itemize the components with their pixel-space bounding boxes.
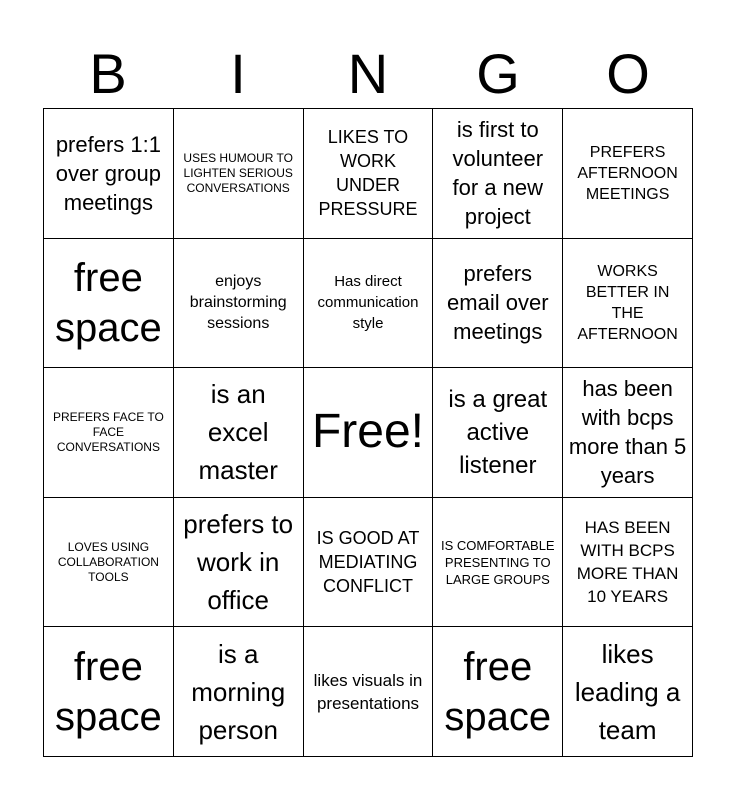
bingo-cell[interactable] — [304, 239, 434, 369]
bingo-cell[interactable] — [563, 498, 693, 628]
cell-text: LOVES USING COLLABORATION TOOLS — [57, 539, 159, 584]
cell-text: Has direct communication style — [317, 273, 419, 333]
bingo-cell[interactable] — [304, 368, 434, 498]
cell-text: PREFERS FACE TO FACE CONVERSATIONS — [52, 409, 164, 454]
bingo-cell[interactable] — [563, 368, 693, 498]
cell-text: is an excel master — [198, 379, 278, 486]
cell-text: HAS BEEN WITH BCPS MORE THAN 10 YEARS — [576, 518, 679, 607]
cell-text: WORKS BETTER IN THE AFTERNOON — [577, 262, 678, 343]
cell-text: free space — [55, 255, 162, 350]
bingo-cell[interactable] — [433, 239, 563, 369]
cell-text: likes visuals in presentations — [313, 670, 423, 713]
bingo-cell[interactable] — [433, 627, 563, 757]
bingo-title — [43, 40, 693, 108]
cell-text: IS COMFORTABLE PRESENTING TO LARGE GROUPS — [440, 537, 555, 587]
bingo-cell[interactable] — [44, 627, 174, 757]
bingo-cell[interactable] — [44, 109, 174, 239]
cell-text: USES HUMOUR TO LIGHTEN SERIOUS CONVERSATIONS — [183, 150, 293, 195]
cell-text: likes leading a team — [574, 638, 681, 745]
cell-text: free space — [444, 644, 552, 739]
bingo-cell[interactable] — [44, 498, 174, 628]
bingo-cell[interactable] — [44, 239, 174, 369]
cell-text: LIKES TO WORK UNDER PRESSURE — [318, 127, 418, 220]
bingo-cell[interactable] — [174, 109, 304, 239]
bingo-cell[interactable] — [433, 498, 563, 628]
free-center-text: Free! — [311, 405, 424, 459]
title-letter-g: G — [476, 42, 520, 105]
bingo-cell[interactable] — [174, 368, 304, 498]
cell-text: prefers email over meetings — [447, 261, 549, 345]
cell-text: has been with bcps more than 5 years — [568, 376, 687, 489]
bingo-cell[interactable] — [44, 368, 174, 498]
bingo-cell[interactable] — [563, 109, 693, 239]
bingo-cell[interactable] — [174, 239, 304, 369]
cell-text: is first to volunteer for a new project — [452, 117, 544, 230]
bingo-cell[interactable] — [174, 627, 304, 757]
cell-text: PREFERS AFTERNOON MEETINGS — [577, 143, 678, 203]
cell-text: enjoys brainstorming sessions — [189, 273, 287, 333]
title-letter-i: I — [230, 42, 246, 105]
bingo-grid — [43, 108, 693, 757]
cell-text: is a great active listener — [448, 385, 548, 479]
bingo-cell[interactable] — [304, 498, 434, 628]
cell-text: prefers to work in office — [183, 509, 294, 616]
bingo-cell[interactable] — [563, 239, 693, 369]
title-letter-o: O — [606, 42, 650, 105]
bingo-cell[interactable] — [304, 109, 434, 239]
bingo-cell[interactable] — [174, 498, 304, 628]
cell-text: prefers 1:1 over group meetings — [55, 131, 161, 215]
bingo-cell[interactable] — [304, 627, 434, 757]
cell-text: free space — [55, 644, 162, 739]
title-letter-b: B — [89, 42, 127, 105]
cell-text: is a morning person — [191, 638, 286, 745]
bingo-cell[interactable] — [563, 627, 693, 757]
title-letter-n: N — [347, 42, 389, 105]
cell-text: IS GOOD AT MEDIATING CONFLICT — [316, 528, 420, 597]
bingo-cell[interactable] — [433, 368, 563, 498]
bingo-cell[interactable] — [433, 109, 563, 239]
